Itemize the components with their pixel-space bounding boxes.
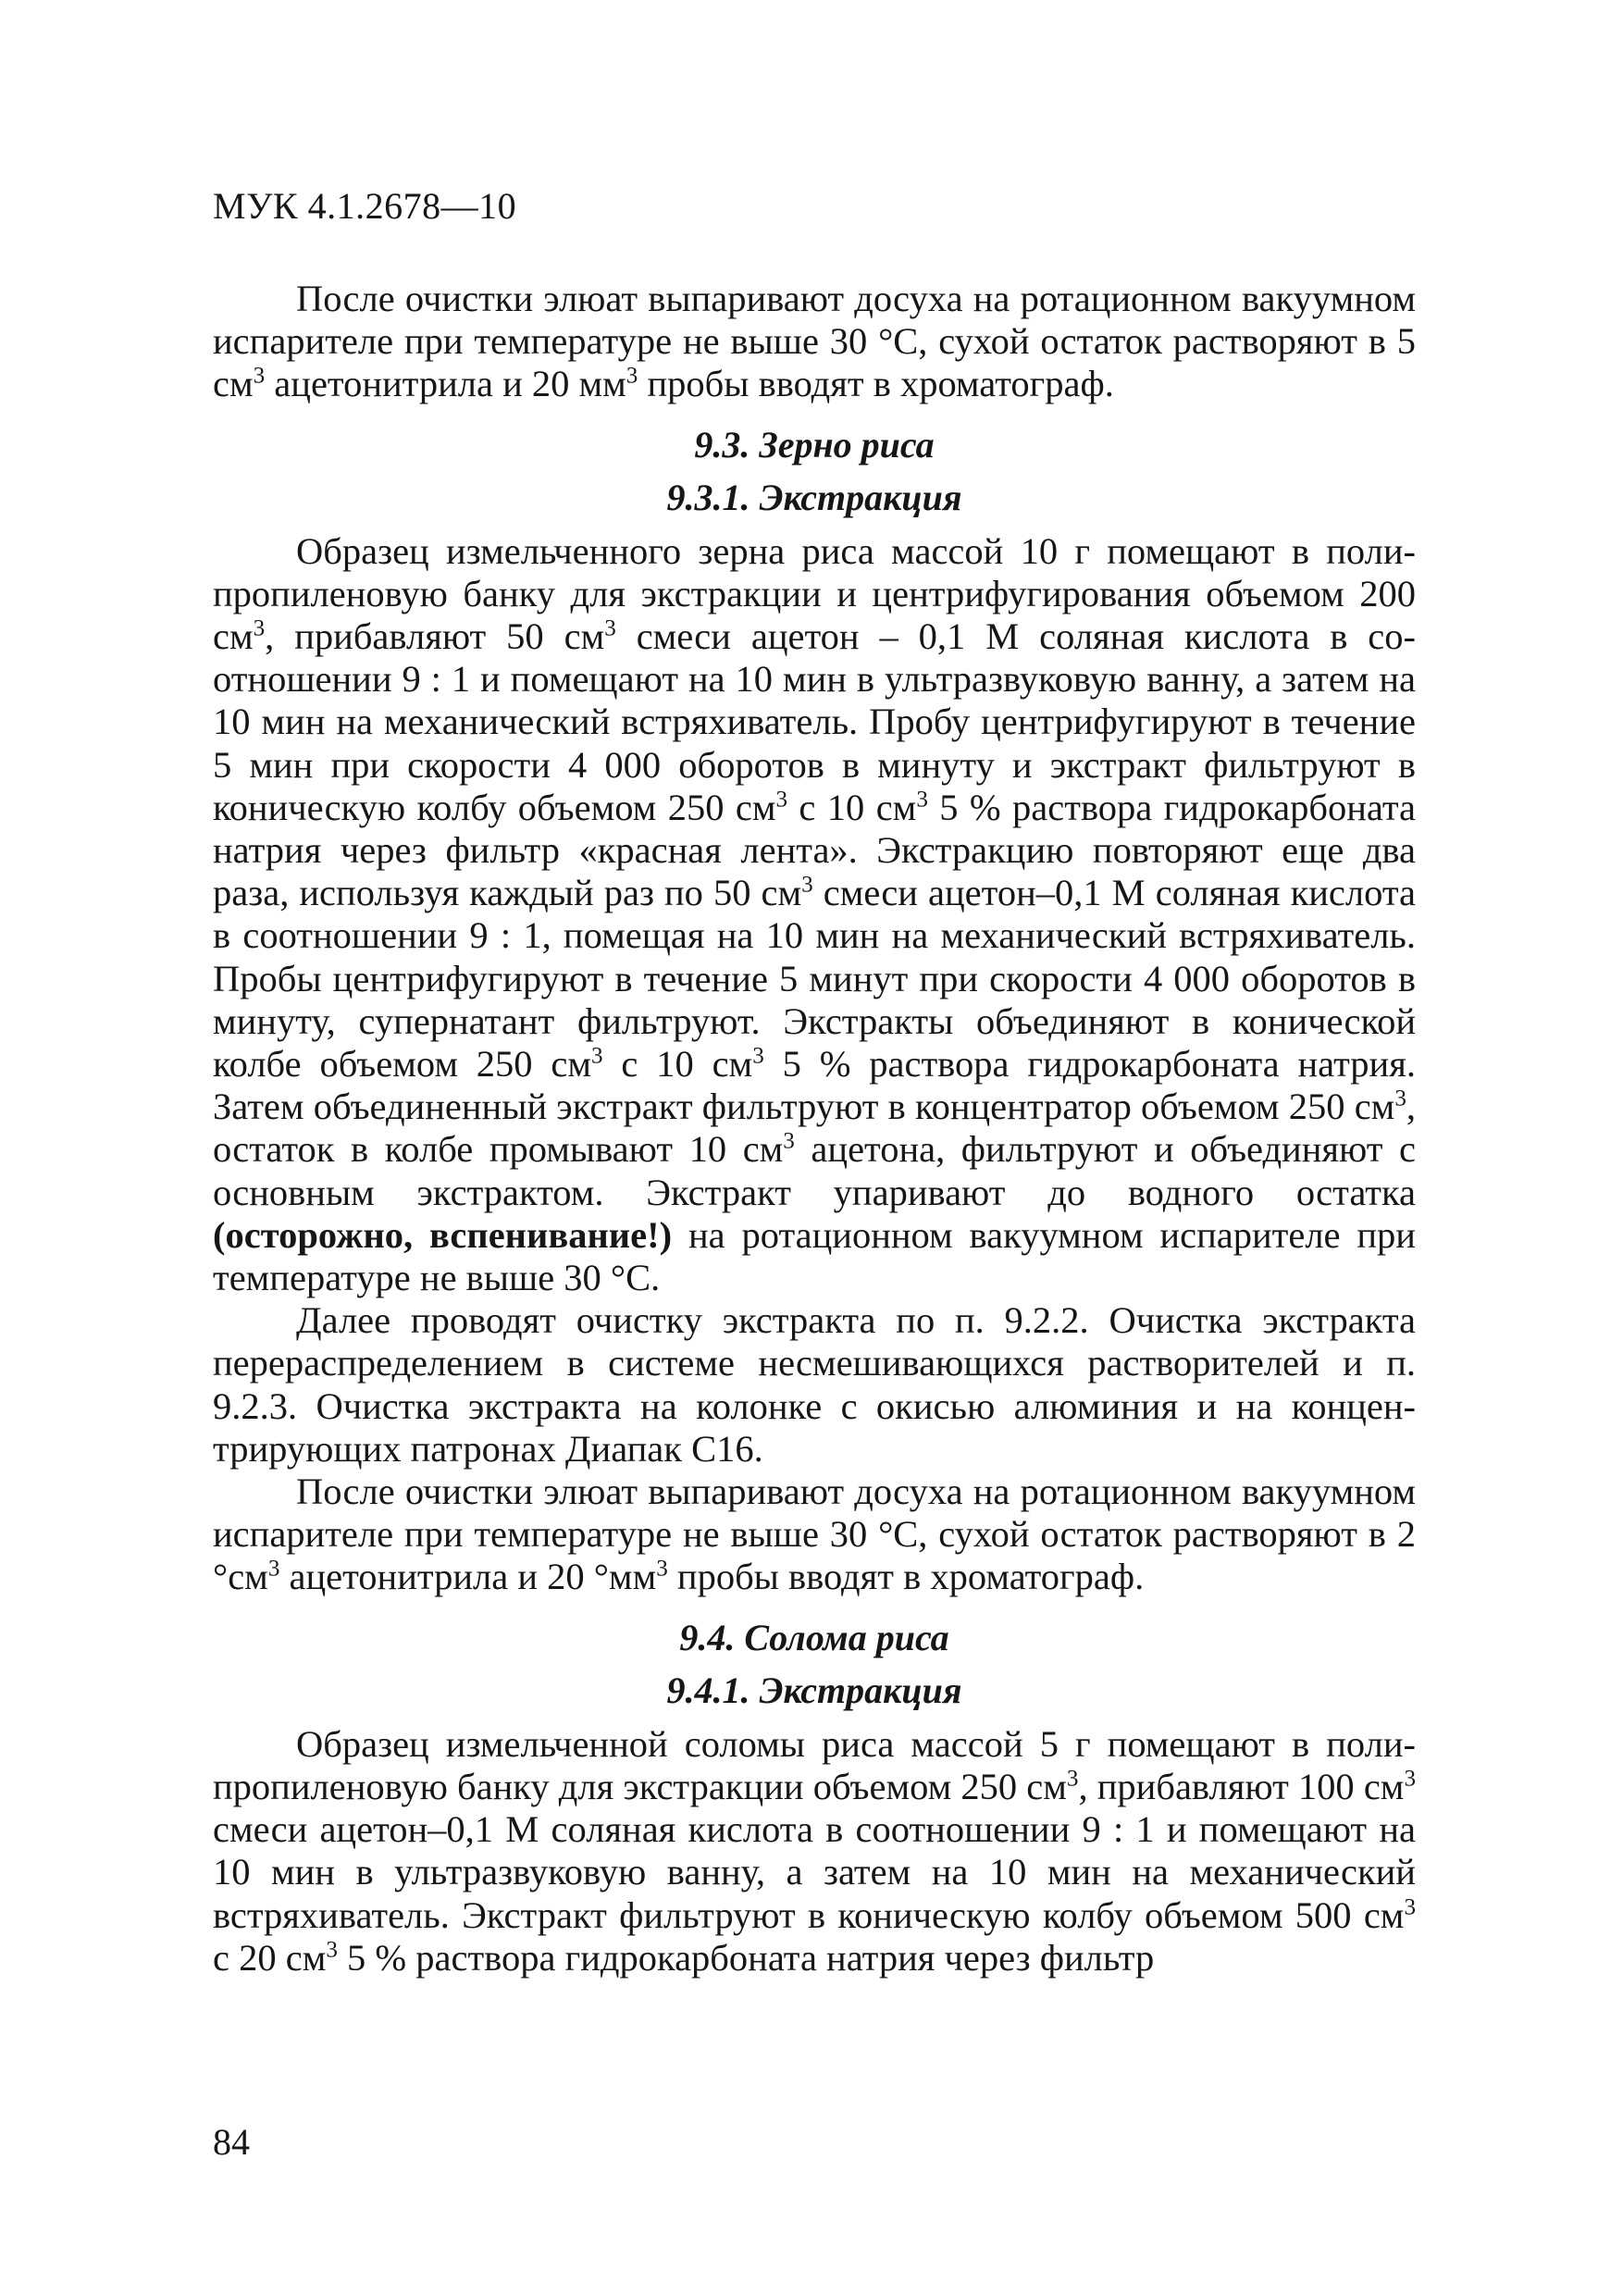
text-run: 5 % раствора гидрокарбоната натрия через фильтр «красная лента». Экстракцию повторяют еще два раза, используя каждый раз по 50 см [213,786,1416,914]
superscript: 3 [326,1937,338,1963]
text-run: ацетонитрила и 20 °мм [279,1556,657,1598]
paragraph-3: Далее проводят очистку экстракта по п. 9.2.2. Очистка экстракта перераспределением в системе несмешивающихся растворителей и п. 9.2.3. Очистка экстракта на колонке с окисью алюминия и на концентрирующих патронах Диапак С16. [213,1299,1416,1470]
text-run: пробы вводят в хроматограф. [638,363,1114,405]
running-header: МУК 4.1.2678—10 [213,185,517,227]
text-run: 5 % раствора гидрокарбоната натрия через фильтр [337,1936,1155,1979]
text-run: с 10 см [787,786,917,828]
paragraph-5 [213,1723,1416,1980]
superscript: 3 [591,1043,603,1069]
text-run: 5 % раствора гидрокарбоната натрия. Затем объединенный экстракт фильтруют в концентратор объемом 250 см [213,1043,1416,1128]
superscript: 3 [1394,1086,1406,1111]
superscript: 3 [253,363,266,389]
text-run: Образец измельченной соломы риса массой 5 г помещают в полипропиленовую банку для экстракции объемом 250 см [213,1722,1416,1807]
superscript: 3 [1404,1766,1416,1792]
superscript: 3 [775,787,788,813]
text-run: ацетона, фильтруют и объединяют с основным экстрактом. Экстракт упаривают до водного остатка [213,1128,1416,1213]
paragraph-4 [213,1471,1416,1599]
section-heading-9-3: 9.3. Зерно риса [694,423,935,465]
paragraph-1 [213,278,1416,406]
text-run: смеси ацетон–0,1 М соляная кислота в соотношении 9 : 1, помещая на 10 мин на механический встряхиватель. Пробы центрифугируют в течение 5 минут при скорости 4 000 оборотов в минуту, супернатант фильтруют. Экстракты объединяют в конической колбе объемом 250 см [213,872,1416,1086]
text-run: на ротационном вакуумном испарителе при температуре не выше 30 °C. [213,1213,1416,1299]
text-run: смеси ацетон – 0,1 М соляная кислота в соотношении 9 : 1 и помещают на 10 мин в ультразвуковую ванну, а затем на 10 мин на механический встряхиватель. Пробу центрифугируют в течение 5 мин при скорости 4 000 оборотов в минуту и экстракт фильтруют в коническую колбу объемом 250 см [213,615,1416,828]
text-run: , прибавляют 100 см [1078,1765,1405,1807]
paragraph-2 [213,530,1416,1300]
superscript: 3 [752,1043,764,1069]
text-run: пробы вводят в хроматограф. [667,1556,1145,1598]
text-run: с 20 см [213,1936,327,1979]
body-text [213,278,1416,1980]
superscript: 3 [267,1556,280,1582]
superscript: 3 [626,363,638,389]
text-run: смеси ацетон–0,1 М соляная кислота в соотношении 9 : 1 и помещают на 10 мин в ультразвуковую ванну, а затем на 10 мин на механический встряхиватель. Экстракт фильтруют в коническую колбу объемом 500 см [213,1808,1416,1936]
superscript: 3 [916,787,928,813]
superscript: 3 [1066,1766,1079,1792]
subsection-heading-9-4-1: 9.4.1. Экстракция [666,1669,962,1711]
text-run: Образец измельченного зерна риса массой 10 г помещают в полипропиленовую банку для экстракции и центрифугирования объемом 200 см [213,529,1416,658]
superscript: 3 [783,1128,795,1154]
text-run: с 10 см [602,1043,753,1086]
bold-warning: (осторожно, вспенивание!) [213,1213,673,1256]
text-run: После очистки элюат выпаривают досуха на ротационном вакуумном испарителе при температуре не выше 30 °C, сухой остаток растворяют в 5 см [213,278,1416,405]
text-run: , остаток в колбе промывают 10 см [213,1086,1416,1171]
section-heading-9-4: 9.4. Солома риса [679,1616,949,1658]
text-run: ацетонитрила и 20 мм [265,363,626,405]
superscript: 3 [253,615,266,641]
text-run: После очистки элюат выпаривают досуха на ротационном вакуумном испарителе при температуре не выше 30 °C, сухой остаток растворяют в 2 °см [213,1471,1416,1598]
superscript: 3 [1404,1893,1416,1919]
superscript: 3 [801,872,813,898]
subsection-heading-9-3-1: 9.3.1. Экстракция [666,476,962,518]
text-run: , прибавляют 50 см [265,615,605,658]
page-number: 84 [213,2121,250,2163]
superscript: 3 [656,1556,668,1582]
superscript: 3 [604,615,616,641]
